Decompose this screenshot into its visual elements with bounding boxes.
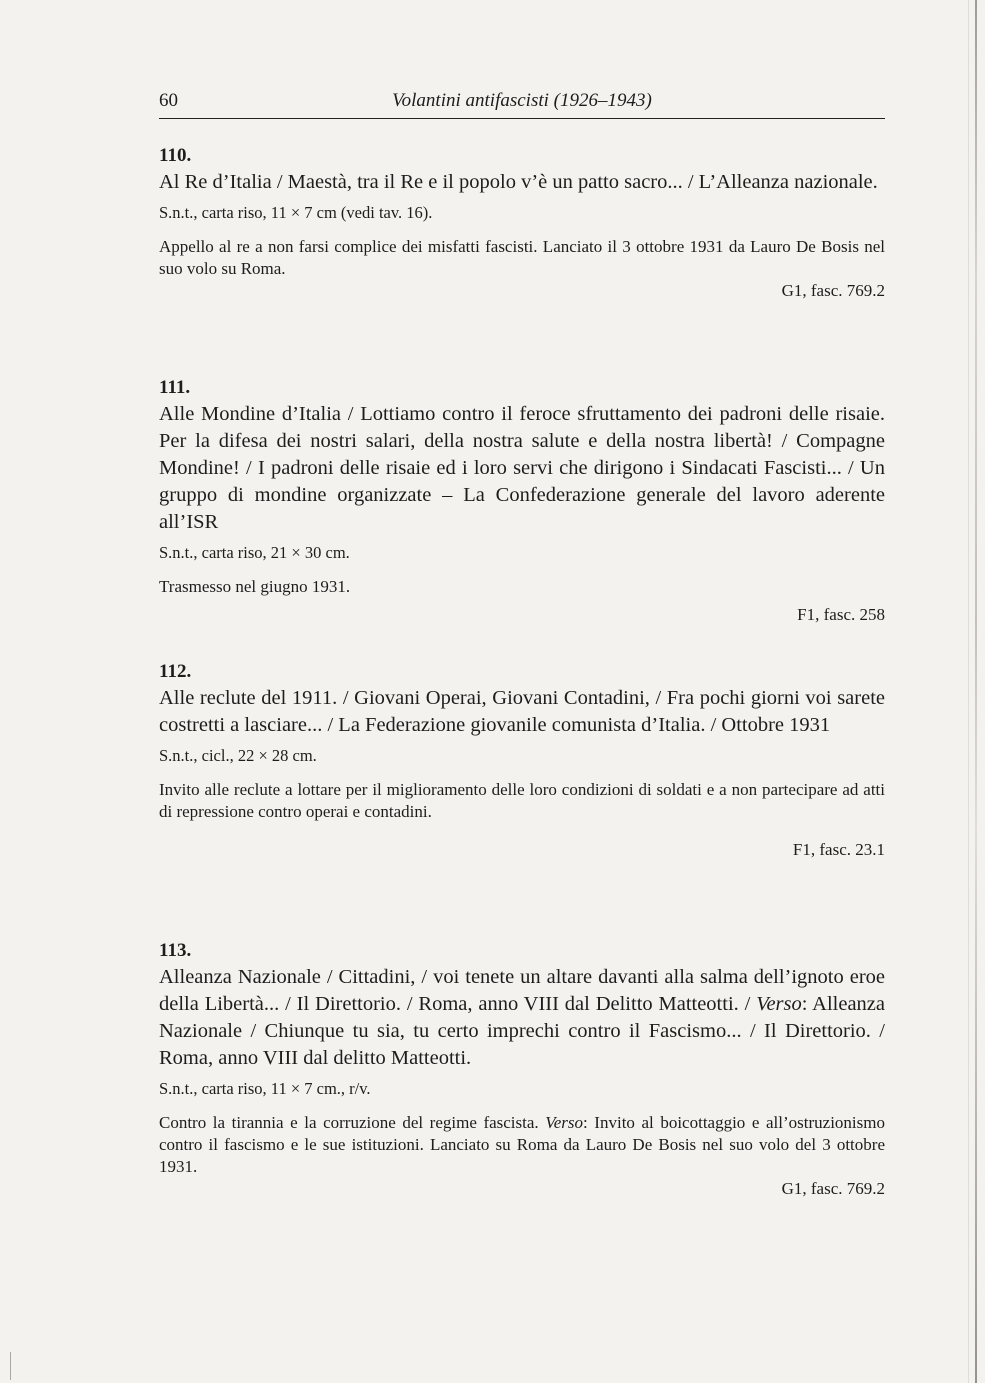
entry-note: Appello al re a non farsi complice dei misfatti fascisti. Lanciato il 3 ottobre 1931 da Lauro De Bosis nel suo volo su Roma.: [159, 237, 885, 278]
entry-archive-ref: F1, fasc. 258: [797, 605, 885, 624]
entry-number: 110.: [159, 145, 192, 166]
running-title: Volantini antifascisti (1926–1943): [392, 90, 652, 111]
catalog-entry-111: [159, 375, 885, 626]
entry-title-verso-text: : Alleanza Nazionale / Chiunque tu sia, tu certo imprechi contro il Fascismo... / Il Direttorio. / Roma, anno VIII dal delitto Matteotti.: [159, 993, 886, 1069]
entry-archive-ref: G1, fasc. 769.2: [781, 1179, 885, 1198]
scan-edge-shadow: [975, 0, 977, 1383]
scan-edge-line: [968, 0, 969, 1383]
catalog-entry-112: [159, 659, 885, 861]
verso-label: Verso: [545, 1113, 584, 1132]
catalog-entry-110: [159, 143, 885, 302]
entry-title-text: Alleanza Nazionale / Cittadini, / voi tenete un altare davanti alla salma dell’ignoto eroe della Libertà... / Il Direttorio. / Roma, anno VIII dal Delitto Matteotti. /: [159, 966, 885, 1015]
entry-number: 111.: [159, 377, 191, 398]
entry-title: [159, 964, 885, 1072]
scan-mark: [10, 1352, 11, 1380]
entry-archive-ref: F1, fasc. 23.1: [792, 840, 885, 859]
entry-description: S.n.t., cicl., 22 × 28 cm.: [159, 746, 317, 765]
entry-description: S.n.t., carta riso, 11 × 7 cm., r/v.: [159, 1079, 371, 1098]
entry-title: Alle reclute del 1911. / Giovani Operai, Giovani Contadini, / Fra pochi giorni voi sarete costretti a lasciare... / La Federazione giovanile comunista d’Italia. / Ottobre 1931: [159, 687, 885, 736]
page-number: 60: [159, 90, 178, 111]
entry-note: [159, 1112, 885, 1178]
entry-note-verso-text: : Invito al boicottaggio e all’ostruzionismo contro il fascismo e le sue istituzioni. Lanciato su Roma da Lauro De Bosis nel suo volo del 3 ottobre 1931.: [159, 1113, 885, 1176]
entry-note: Trasmesso nel giugno 1931.: [159, 577, 351, 596]
verso-label: Verso: [756, 993, 802, 1015]
entry-note: Invito alle reclute a lottare per il miglioramento delle loro condizioni di soldati e a non partecipare ad atti di repressione contro operai e contadini.: [159, 780, 885, 821]
entry-note-text: Contro la tirannia e la corruzione del regime fascista.: [159, 1113, 546, 1132]
entry-title: Alle Mondine d’Italia / Lottiamo contro il feroce sfruttamento dei padroni delle risaie. Per la difesa dei nostri salari, della nostra salute e della nostra libertà! / Compagne Mondine! / I padroni delle risaie ed i loro servi che dirigono i Sindacati Fascisti... / Un gruppo di mondine organizzate – La Confederazione generale del lavoro aderente all’ISR: [159, 403, 885, 533]
catalog-entry-113: [159, 938, 885, 1200]
entry-archive-ref: G1, fasc. 769.2: [781, 281, 885, 300]
entry-number: 112.: [159, 661, 192, 682]
entry-title: Al Re d’Italia / Maestà, tra il Re e il popolo v’è un patto sacro... / L’Alleanza nazionale.: [159, 171, 878, 193]
entry-description: S.n.t., carta riso, 21 × 30 cm.: [159, 543, 350, 562]
page-header: [159, 90, 885, 119]
entry-description: S.n.t., carta riso, 11 × 7 cm (vedi tav. 16).: [159, 203, 433, 222]
entry-number: 113.: [159, 940, 192, 961]
